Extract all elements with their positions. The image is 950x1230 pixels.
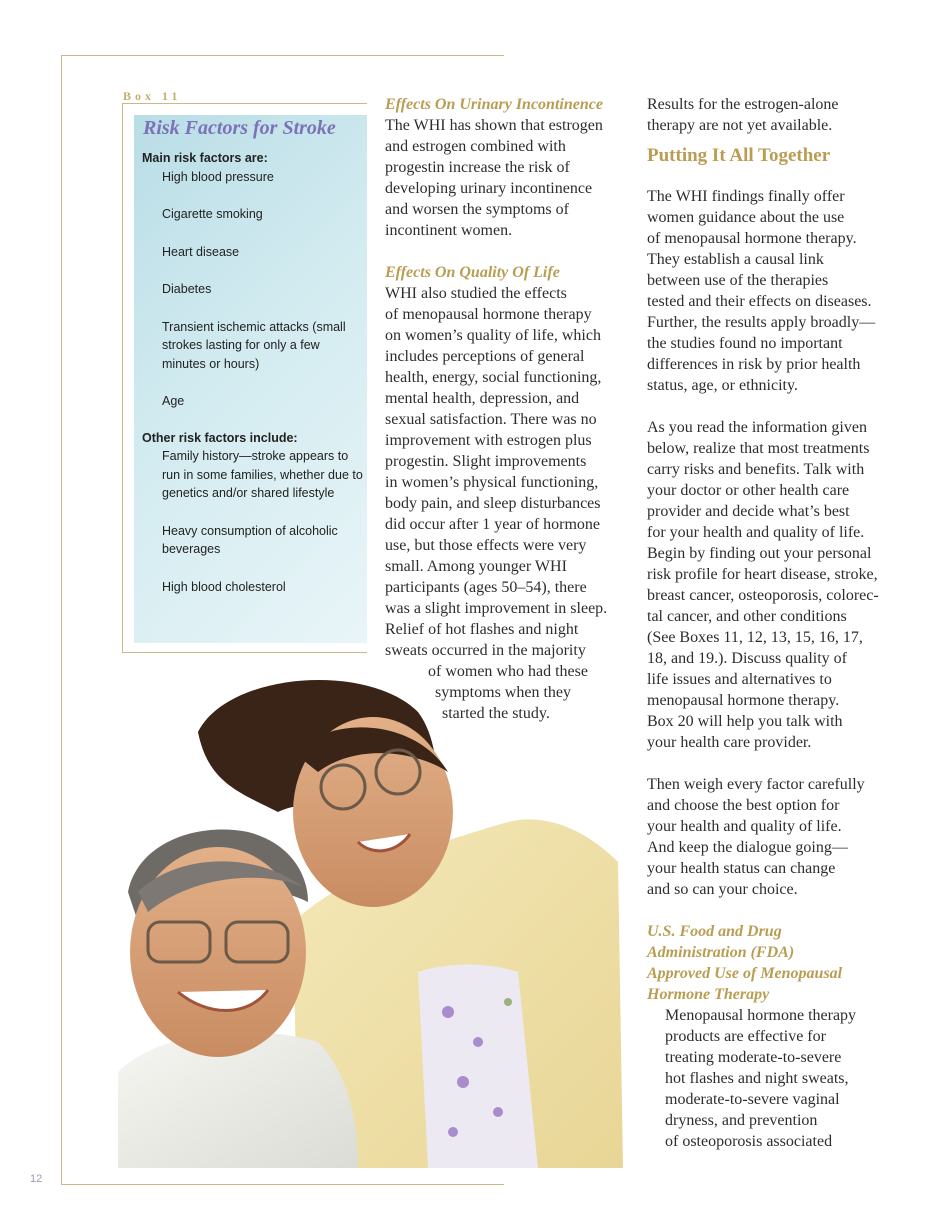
body-line: (See Boxes 11, 12, 13, 15, 16, 17, bbox=[647, 629, 863, 646]
body-line: women guidance about the use bbox=[647, 209, 845, 226]
fda-heading: Hormone Therapy bbox=[647, 986, 770, 1003]
body-line: small. Among younger WHI bbox=[385, 558, 567, 575]
body-line: life issues and alternatives to bbox=[647, 671, 832, 688]
body-line: The WHI findings finally offer bbox=[647, 188, 845, 205]
body-line: As you read the information given bbox=[647, 419, 867, 436]
body-line: tal cancer, and other conditions bbox=[647, 608, 847, 625]
body-line: health, energy, social functioning, bbox=[385, 369, 602, 386]
body-line: your health and quality of life. bbox=[647, 818, 842, 835]
body-line: progestin. Slight improvements bbox=[385, 453, 587, 470]
body-line: the studies found no important bbox=[647, 335, 843, 352]
column-1 bbox=[385, 94, 630, 724]
couple-photo bbox=[118, 672, 628, 1168]
body-line: incontinent women. bbox=[385, 222, 513, 239]
fda-heading: Administration (FDA) bbox=[647, 944, 795, 961]
body-line: menopausal hormone therapy. bbox=[647, 692, 840, 709]
body-line: hot flashes and night sweats, bbox=[665, 1070, 849, 1087]
floral-blouse bbox=[418, 965, 538, 1169]
body-line: in women’s physical functioning, bbox=[385, 474, 599, 491]
column-2 bbox=[647, 94, 897, 1152]
body-line: your health care provider. bbox=[647, 734, 812, 751]
body-line: products are effective for bbox=[665, 1028, 826, 1045]
body-line: tested and their effects on diseases. bbox=[647, 293, 872, 310]
body-line: treating moderate-to-severe bbox=[665, 1049, 842, 1066]
body-line: Begin by finding out your personal bbox=[647, 545, 872, 562]
fda-heading: Approved Use of Menopausal bbox=[647, 965, 843, 982]
body-line: your health status can change bbox=[647, 860, 836, 877]
body-line: was a slight improvement in sleep. bbox=[385, 600, 608, 617]
fda-heading: U.S. Food and Drug bbox=[647, 923, 782, 940]
other-risk-heading: Other risk factors include: bbox=[142, 430, 298, 445]
body-line: of menopausal hormone therapy bbox=[385, 306, 592, 323]
body-line: They establish a causal link bbox=[647, 251, 824, 268]
main-risk-heading: Main risk factors are: bbox=[142, 151, 268, 165]
body-line: and worsen the symptoms of bbox=[385, 201, 569, 218]
body-line: on women’s quality of life, which bbox=[385, 327, 601, 344]
body-line: and so can your choice. bbox=[647, 881, 798, 898]
body-line: moderate-to-severe vaginal bbox=[665, 1091, 840, 1108]
body-line: and choose the best option for bbox=[647, 797, 840, 814]
body-line: progestin increase the risk of bbox=[385, 159, 570, 176]
body-line: carry risks and benefits. Talk with bbox=[647, 461, 865, 478]
frame-top-rule bbox=[61, 55, 504, 56]
risk-item: Age bbox=[162, 394, 185, 408]
body-line: And keep the dialogue going— bbox=[647, 839, 848, 856]
risk-item: Transient ischemic attacks (small strokes lasting for only a few minutes or hours) bbox=[162, 319, 346, 371]
body-line: provider and decide what’s best bbox=[647, 503, 850, 520]
body-line: Box 20 will help you talk with bbox=[647, 713, 843, 730]
box-label: Box 11 bbox=[123, 89, 182, 103]
body-line: mental health, depression, and bbox=[385, 390, 580, 407]
risk-item: High blood cholesterol bbox=[162, 579, 286, 594]
body-line: Menopausal hormone therapy bbox=[665, 1007, 857, 1024]
risk-item: Diabetes bbox=[162, 282, 212, 296]
body-line: includes perceptions of general bbox=[385, 348, 585, 365]
body-line: dryness, and prevention bbox=[665, 1112, 818, 1129]
frame-left-rule bbox=[61, 55, 62, 1185]
body-line: WHI also studied the effects bbox=[385, 285, 567, 302]
body-line: differences in risk by prior health bbox=[647, 356, 861, 373]
body-line: use, but those effects were very bbox=[385, 537, 587, 554]
risk-item: Family history—stroke appears to run in some families, whether due to genetics and/or shared lifestyle bbox=[162, 449, 363, 500]
body-line: your doctor or other health care bbox=[647, 482, 850, 499]
body-line: below, realize that most treatments bbox=[647, 440, 870, 457]
risk-factors-box bbox=[142, 149, 364, 596]
body-line: of menopausal hormone therapy. bbox=[647, 230, 857, 247]
page-number: 12 bbox=[30, 1173, 43, 1185]
body-line: sweats occurred in the majority bbox=[385, 642, 586, 659]
body-line: The WHI has shown that estrogen bbox=[385, 117, 603, 134]
body-line: started the study. bbox=[442, 705, 550, 722]
body-line: therapy are not yet available. bbox=[647, 117, 833, 134]
body-line: status, age, or ethnicity. bbox=[647, 377, 798, 394]
body-line: symptoms when they bbox=[435, 684, 571, 701]
body-line: sexual satisfaction. There was no bbox=[385, 411, 597, 428]
body-line: for your health and quality of life. bbox=[647, 524, 865, 541]
risk-item: High blood pressure bbox=[162, 169, 274, 184]
body-line: Then weigh every factor carefully bbox=[647, 776, 865, 793]
body-line: of osteoporosis associated bbox=[665, 1133, 833, 1150]
body-line: did occur after 1 year of hormone bbox=[385, 516, 601, 533]
section-heading: Putting It All Together bbox=[647, 145, 831, 166]
box-title: Risk Factors for Stroke bbox=[143, 117, 336, 139]
body-line: participants (ages 50–54), there bbox=[385, 579, 587, 596]
frame-bottom-rule bbox=[61, 1184, 504, 1185]
risk-item: Heavy consumption of alcoholic beverages bbox=[162, 523, 338, 556]
body-line: breast cancer, osteoporosis, colorec- bbox=[647, 587, 879, 604]
body-line: Relief of hot flashes and night bbox=[385, 621, 579, 638]
body-line: developing urinary incontinence bbox=[385, 180, 593, 197]
urinary-heading: Effects On Urinary Incontinence bbox=[385, 96, 603, 113]
body-line: improvement with estrogen plus bbox=[385, 432, 592, 449]
body-line: and estrogen combined with bbox=[385, 138, 566, 155]
body-line: Results for the estrogen-alone bbox=[647, 96, 839, 113]
body-line: between use of the therapies bbox=[647, 272, 829, 289]
body-line: Further, the results apply broadly— bbox=[647, 314, 876, 331]
quality-heading: Effects On Quality Of Life bbox=[385, 264, 560, 281]
risk-item: Heart disease bbox=[162, 244, 240, 259]
body-line: risk profile for heart disease, stroke, bbox=[647, 566, 878, 583]
risk-item: Cigarette smoking bbox=[162, 207, 263, 221]
body-line: 18, and 19.). Discuss quality of bbox=[647, 650, 847, 667]
body-line: of women who had these bbox=[428, 663, 588, 680]
body-line: body pain, and sleep disturbances bbox=[385, 495, 601, 512]
